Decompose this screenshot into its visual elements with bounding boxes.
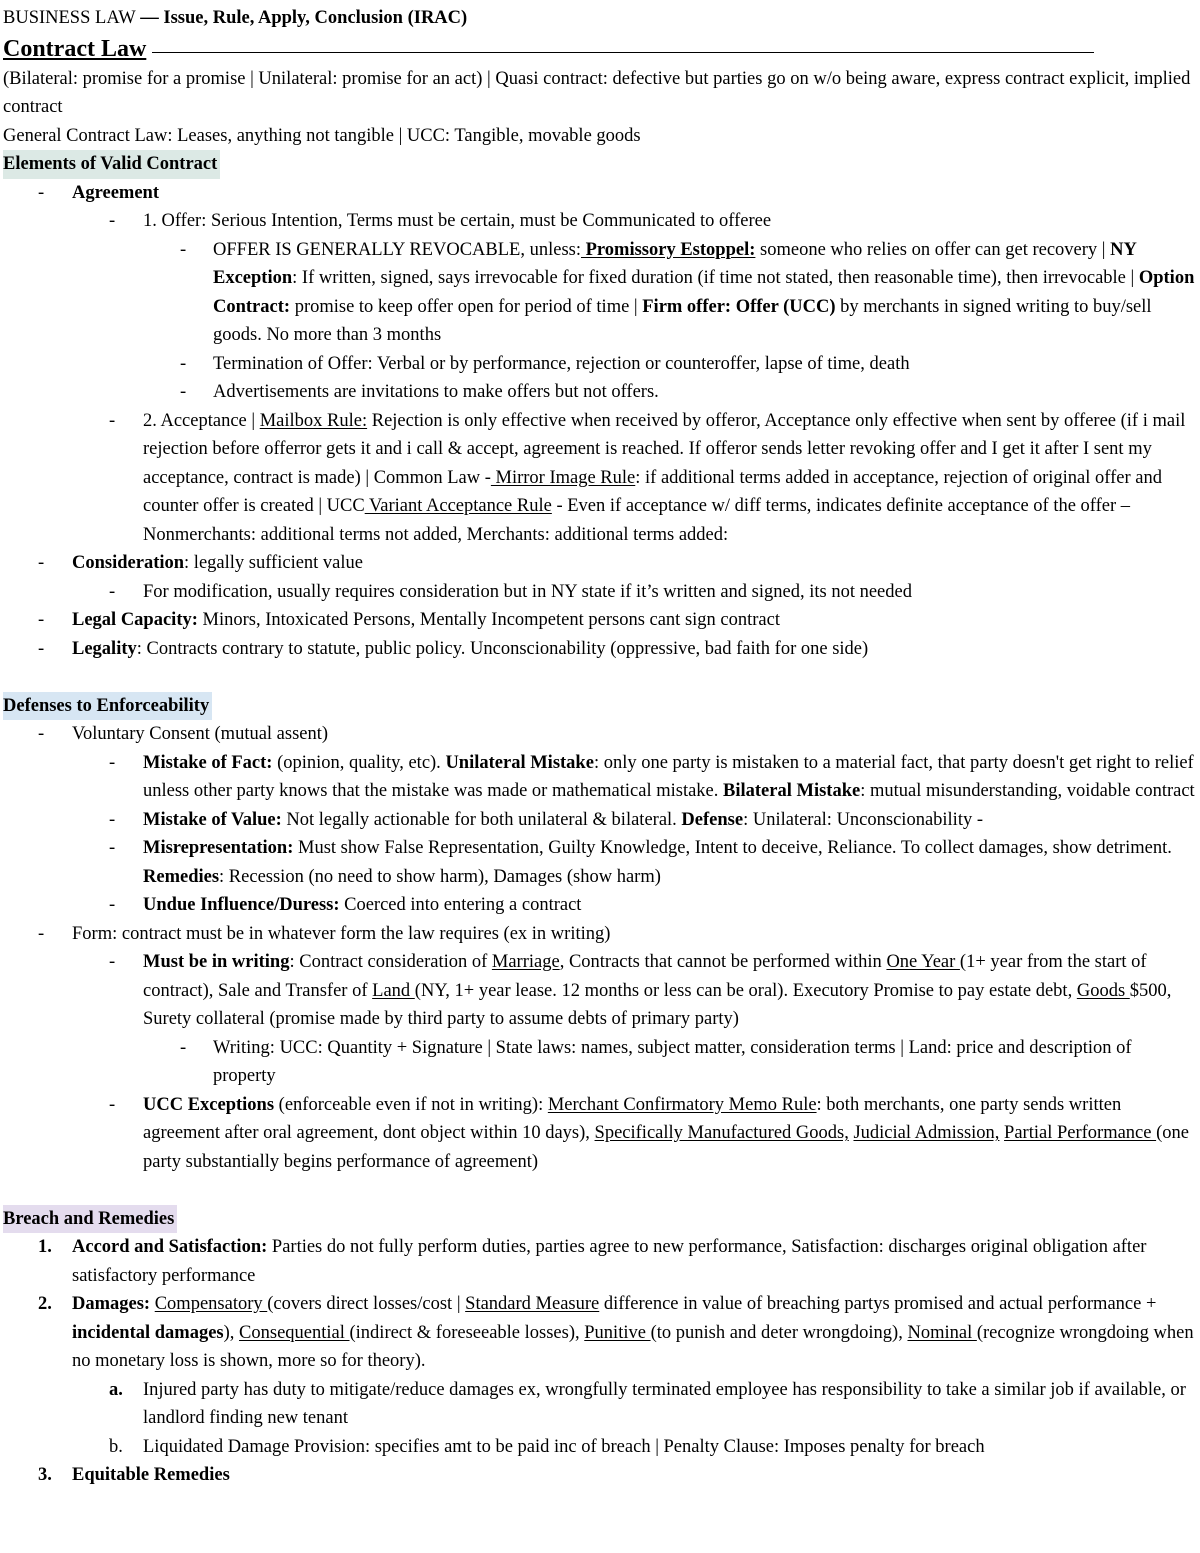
bullet: -	[180, 1037, 187, 1058]
list-item-misrepresentation: - Misrepresentation: Must show False Representation, Guilty Knowledge, Intent to deceive, Reliance. To collect damages, show detriment. Remedies: Recession (no need to show harm), Damages (show harm)	[3, 834, 1196, 891]
list-letter: a.	[109, 1379, 123, 1400]
list-letter: b.	[109, 1436, 123, 1457]
list-number: 1.	[38, 1237, 52, 1257]
list-item-legality: - Legality: Contracts contrary to statute, public policy. Unconscionability (oppressive, bad faith for one side)	[3, 635, 1196, 664]
bullet: -	[109, 809, 116, 830]
bullet: -	[109, 952, 116, 972]
list-item-ucc-exceptions: - UCC Exceptions (enforceable even if not in writing): Merchant Confirmatory Memo Rule: both merchants, one party sends written agreement after oral agreement, dont object within 10 days), Specifically Manufactured Goods, Judicial Admission, Partial Performance (one party substantially begins performance of agreement)	[3, 1091, 1196, 1177]
bullet: -	[180, 239, 187, 260]
intro-contract-types: (Bilateral: promise for a promise | Unilateral: promise for an act) | Quasi contract: defective but parties go on w/o being aware, express contract explicit, implied contract	[3, 68, 1191, 117]
list-item-accord-satisfaction: 1. Accord and Satisfaction: Parties do not fully perform duties, parties agree to new performance, Satisfaction: discharges original obligation after satisfactory performance	[3, 1233, 1196, 1290]
list-item-revocable: - OFFER IS GENERALLY REVOCABLE, unless: Promissory Estoppel: someone who relies on offer can get recovery | NY Exception: If written, signed, says irrevocable for fixed duration (if time not stated, then reasonable time), then irrevocable | Option Contract: promise to keep offer open for period of time | Firm offer: Offer (UCC) by merchants in signed writing to buy/sell goods. No more than 3 months	[3, 236, 1196, 350]
bullet: -	[38, 638, 45, 659]
list-item-writing-requirements: - Writing: UCC: Quantity + Signature | State laws: names, subject matter, consideration terms | Land: price and description of property	[3, 1034, 1196, 1091]
list-item-legal-capacity: - Legal Capacity: Minors, Intoxicated Persons, Mentally Incompetent persons cant sign contract	[3, 606, 1196, 635]
bullet: -	[38, 923, 45, 944]
bullet: -	[38, 610, 45, 630]
subject-title-text: Contract Law	[3, 35, 147, 62]
list-item-voluntary-consent: - Voluntary Consent (mutual assent)	[3, 720, 1196, 749]
list-item-must-be-in-writing: - Must be in writing: Contract consideration of Marriage, Contracts that cannot be performed within One Year (1+ year from the start of contract), Sale and Transfer of Land (NY, 1+ year lease. 12 months or less can be oral). Executory Promise to pay estate debt, Goods $500, Surety collateral (promise made by third party to assume debts of primary party)	[3, 948, 1196, 1034]
bullet: -	[38, 724, 45, 744]
list-item-mitigate: a. Injured party has duty to mitigate/reduce damages ex, wrongfully terminated employee has responsibility to take a similar job if available, or landlord finding new tenant	[3, 1376, 1196, 1433]
list-item-offer: - 1. Offer: Serious Intention, Terms must be certain, must be Communicated to offeree	[3, 207, 1196, 236]
list-number: 2.	[38, 1294, 52, 1314]
spacer	[3, 1176, 1196, 1205]
intro-scope: General Contract Law: Leases, anything not tangible | UCC: Tangible, movable goods	[3, 125, 641, 146]
list-item-liquidated-damages: b. Liquidated Damage Provision: specifies amt to be paid inc of breach | Penalty Clause: Imposes penalty for breach	[3, 1433, 1196, 1462]
list-item-advertisements: - Advertisements are invitations to make offers but not offers.	[3, 378, 1196, 407]
list-item-acceptance: - 2. Acceptance | Mailbox Rule: Rejection is only effective when received by offeror, Acceptance only effective when sent by offeree (if i mail rejection before offerror gets it and i call & accept, agreement is reached. If offeror sends letter revoking offer and I get it after I sent my acceptance, contract is made) | Common Law - Mirror Image Rule: if additional terms added in acceptance, rejection of original offer and counter offer is created | UCC Variant Acceptance Rule - Even if acceptance w/ diff terms, indicates definite acceptance of the offer – Nonmerchants: additional terms not added, Merchants: additional terms added:	[3, 407, 1196, 550]
section-title-elements: Elements of Valid Contract	[3, 150, 220, 179]
bullet: -	[109, 410, 116, 431]
list-item-agreement: - Agreement	[3, 179, 1196, 208]
bullet: -	[109, 581, 116, 602]
bullet: -	[38, 553, 45, 573]
subject-title	[3, 33, 1196, 65]
section-title-breach: Breach and Remedies	[3, 1205, 177, 1234]
course-name: BUSINESS LAW	[3, 8, 136, 28]
section-title-defenses: Defenses to Enforceability	[3, 692, 212, 721]
list-item-equitable-remedies: 3. Equitable Remedies	[3, 1461, 1196, 1490]
bullet: -	[109, 211, 116, 231]
list-item-damages: 2. Damages: Compensatory (covers direct losses/cost | Standard Measure difference in value of breaching partys promised and actual performance + incidental damages), Consequential (indirect & foreseeable losses), Punitive (to punish and deter wrongdoing), Nominal (recognize wrongdoing when no monetary loss is shown, more so for theory).	[3, 1290, 1196, 1376]
bullet: -	[109, 1094, 116, 1115]
list-number: 3.	[38, 1465, 52, 1485]
bullet: -	[180, 353, 187, 374]
title-underline	[152, 52, 1094, 53]
bullet: -	[109, 895, 116, 915]
list-item-undue-influence: - Undue Influence/Duress: Coerced into entering a contract	[3, 891, 1196, 920]
bullet: -	[38, 182, 45, 203]
list-item-mistake-of-fact: - Mistake of Fact: (opinion, quality, etc). Unilateral Mistake: only one party is mistaken to a material fact, that party doesn't get right to relief unless other party knows that the mistake was made or mathematical mistake. Bilateral Mistake: mutual misunderstanding, voidable contract	[3, 749, 1196, 806]
bullet: -	[180, 382, 187, 402]
list-item-termination: - Termination of Offer: Verbal or by performance, rejection or counteroffer, lapse of time, death	[3, 350, 1196, 379]
list-item-modification: - For modification, usually requires consideration but in NY state if it’s written and signed, its not needed	[3, 578, 1196, 607]
bullet: -	[109, 838, 116, 858]
irac-method: — Issue, Rule, Apply, Conclusion (IRAC)	[135, 8, 468, 28]
list-item-mistake-of-value: - Mistake of Value: Not legally actionable for both unilateral & bilateral. Defense: Unilateral: Unconscionability -	[3, 806, 1196, 835]
list-item-form: - Form: contract must be in whatever form the law requires (ex in writing)	[3, 920, 1196, 949]
bullet: -	[109, 752, 116, 773]
spacer	[3, 663, 1196, 692]
course-heading	[3, 4, 1196, 33]
list-item-consideration: - Consideration: legally sufficient value	[3, 549, 1196, 578]
